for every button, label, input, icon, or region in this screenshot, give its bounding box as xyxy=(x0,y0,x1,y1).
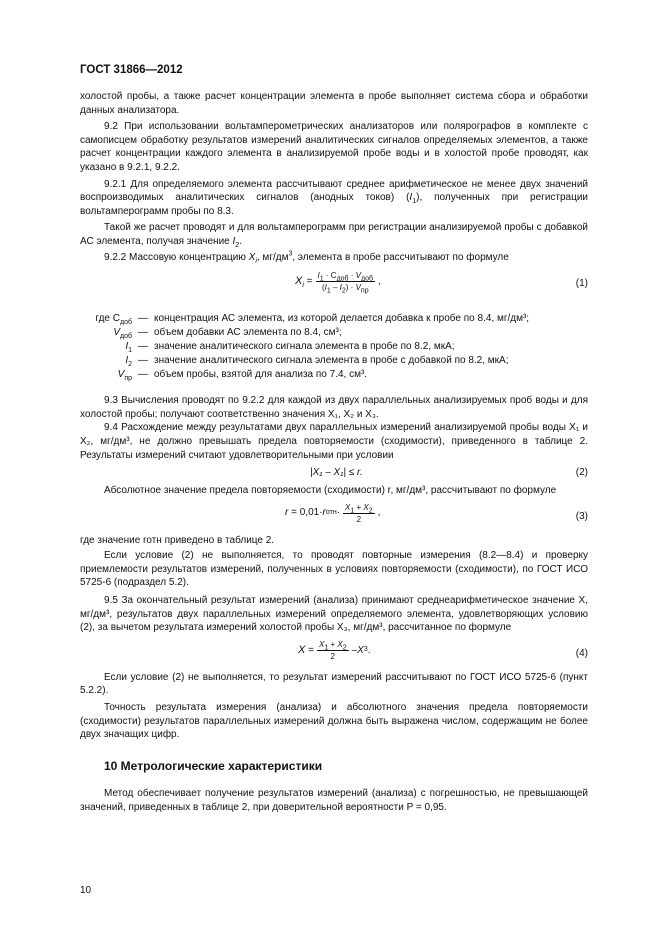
definition-text: объем пробы, взятой для анализа по 7.4, см³. xyxy=(154,369,368,381)
definitions-list xyxy=(80,312,588,382)
definition-text: значение аналитического сигнала элемента в пробе по 8.2, мкА; xyxy=(154,341,455,353)
definition-subscript: 1 xyxy=(128,347,132,355)
equation-3: r = 0,01· r отн · $\frac{X_1 + X_2}{2}$ , xyxy=(285,502,381,524)
definition-text: значение аналитического сигнала элемента в пробе с добавкой по 8.2, мкА; xyxy=(154,355,509,367)
equation-4: X = $\frac{X_1 + X_2}{2}$ – X 3 . xyxy=(298,639,371,661)
definition-row: $V_{доб}$ — объем добавки АС элемента по 8.4, см³; xyxy=(80,326,588,340)
paragraph-9-2-2-text-b: , мг/дм xyxy=(256,251,289,263)
definition-row: $I_1$ — значение аналитического сигнала элемента в пробе по 8.2, мкА; xyxy=(80,340,588,354)
definition-subscript: доб xyxy=(120,333,132,341)
paragraph-if-not-2: Если условие (2) не выполняется, то результат измерений рассчитывают по ГОСТ ИСО 5725-6 (пункт 5.2.2). xyxy=(80,671,588,697)
definition-text: концентрация АС элемента, из которой делается добавка к пробе по 8.4, мг/дм³; xyxy=(154,313,530,325)
equation-1-fraction: $\frac{I_1 \cdot C_{доб} \cdot V_{доб}}{(I_1 - I_2) \cdot V_{пр}}$ xyxy=(317,271,374,295)
definition-symbol: C xyxy=(112,313,120,325)
document-header: ГОСТ 31866—2012 xyxy=(80,64,183,76)
paragraph-9-5: 9.5 За окончательный результат измерений (анализа) принимают среднеарифметическое значение X, мг/дм³, результатов двух параллельных измерений определяемого элемента, удовлетворяющих условию (2), за вычетом результата измерений холостой пробы X₃, мг/дм³, рассчитанное по формуле xyxy=(80,595,588,634)
document-body xyxy=(80,90,588,815)
definition-row: $I_2$ — значение аналитического сигнала элемента в пробе с добавкой по 8.2, мкА; xyxy=(80,354,588,368)
definition-row: где $C_{доб}$ — концентрация АС элемента, из которой делается добавка к пробе по 8.4, мг/дм³; xyxy=(80,312,588,326)
paragraph-10: Метод обеспечивает получение результатов измерений (анализа) с погрешностью, не превышающей значений, приведенных в таблице 2, при доверительной вероятности P = 0,95. xyxy=(80,788,588,813)
definition-text: объем добавки АС элемента по 8.4, см³; xyxy=(154,327,342,339)
equation-3-row xyxy=(80,498,588,534)
equation-4-fraction: $\frac{X_1 + X_2}{2}$ xyxy=(318,639,347,661)
paragraph-9-2-2: 9.2.2 Массовую концентрацию $X_i$, $мг/дм^3$, элемента в пробе рассчитывают по формуле xyxy=(104,250,509,265)
equation-2-number: (2) xyxy=(575,467,588,479)
equation-4-number: (4) xyxy=(575,647,588,659)
equation-2-row xyxy=(80,462,588,484)
paragraph-9-2-1: 9.2.1 Для определяемого элемента рассчитывают среднее арифметическое не менее двух значений воспроизводимых аналитических сигналов (анодных токов) $(I_1)$, полученных при регистрации вольтамперограмм пробы по 8.3. xyxy=(80,178,589,217)
definitions-lead: где xyxy=(95,313,110,325)
paragraph-9-2-2-text-c: , элемента в пробе рассчитывают по формуле xyxy=(292,251,509,263)
paragraph-if-not: Если условие (2) не выполняется, то проводят повторные измерения (8.2—8.4) и проверку приемлемости результатов измерений, полученных в условиях повторяемости (сходимости), по ГОСТ ИСО 5725-6 (подраздел 5.2). xyxy=(80,550,588,589)
definition-row: $V_{пр}$ — объем пробы, взятой для анализа по 7.4, см³. xyxy=(80,368,588,382)
paragraph-9-2: 9.2 При использовании вольтамперометрических анализаторов или полярографов в комплекте с самописцем обработку результатов измерений аналитических сигналов определяемых элементов, а также расчет концентрации каждого элемента в анализируемой пробе воды и в холостой пробе проводят, как указано в 9.2.1, 9.2.2. xyxy=(80,121,588,173)
definition-subscript: 2 xyxy=(128,361,132,369)
definition-symbol: I xyxy=(125,355,129,367)
equation-3-number: (3) xyxy=(575,510,588,522)
paragraph-abs-value: Абсолютное значение предела повторяемости (сходимости) r, мг/дм³, рассчитывают по формуле xyxy=(104,485,557,497)
paragraph-same-calc-text: Такой же расчет проводят и для вольтамперограмм при регистрации анализируемой пробы с добавкой АС элемента, получая значение xyxy=(80,222,588,247)
definition-symbol: V xyxy=(117,369,125,381)
equation-1-row xyxy=(80,264,588,304)
paragraph-9-2-2-text-a: 9.2.2 Массовую концентрацию xyxy=(104,251,249,263)
paragraph-accuracy: Точность результата измерения (анализа) и абсолютного значения предела повторяемости (сходимости) результатов параллельных измерений должна быть выражена числом, содержащим не более двух значащих цифр. xyxy=(80,702,588,741)
definition-symbol: I xyxy=(125,341,129,353)
paragraph-9-2-1-text-b: ), полученных при регистрации вольтамперограмм пробы по 8.3. xyxy=(80,192,589,217)
equation-3-fraction: $\frac{X_1 + X_2}{2}$ xyxy=(345,502,373,524)
page-number: 10 xyxy=(80,885,92,896)
equation-1: $X_i$ = $\frac{I_1 \cdot C_{доб} \cdot V_{доб}}{(I_1 - I_2) \cdot V_{пр}}$ , xyxy=(295,271,381,295)
equation-1-number: (1) xyxy=(575,278,588,290)
paragraph-where-rotn: где значение rотн приведено в таблице 2. xyxy=(80,534,275,546)
paragraph-same-calc: Такой же расчет проводят и для вольтамперограмм при регистрации анализируемой пробы с добавкой АС элемента, получая значение $I_2$. xyxy=(80,222,588,249)
paragraph-intro: холостой пробы, а также расчет концентрации элемента в пробе выполняет система сбора и обработки данных анализатора. xyxy=(80,91,588,116)
equation-2: |X₁ – X₁| ≤ r. xyxy=(310,467,363,479)
paragraph-9-2-1-text-a: 9.2.1 Для определяемого элемента рассчитывают среднее арифметическое не менее двух значений воспроизводимых аналитических сигналов (анодных токов) ( xyxy=(80,178,588,204)
definition-subscript: пр xyxy=(124,375,132,383)
paragraph-9-3: 9.3 Вычисления проводят по 9.2.2 для каждой из двух параллельных анализируемых проб воды и для холостой пробы; получают соответственно значения X₁, X₂ и X₃. xyxy=(80,395,588,420)
paragraph-9-4: 9.4 Расхождение между результатами двух параллельных измерений анализируемой пробы воды X₁ и X₂, мг/дм³, не должно превышать предела повторяемости (сходимости), приведенного в таблице 2. Результаты измерений считают удовлетворительными при условии xyxy=(80,422,588,461)
definition-symbol: V xyxy=(113,327,120,339)
definition-subscript: доб xyxy=(120,319,132,327)
section-title: 10 Метрологические характеристики xyxy=(104,758,323,773)
equation-4-row xyxy=(80,635,588,671)
